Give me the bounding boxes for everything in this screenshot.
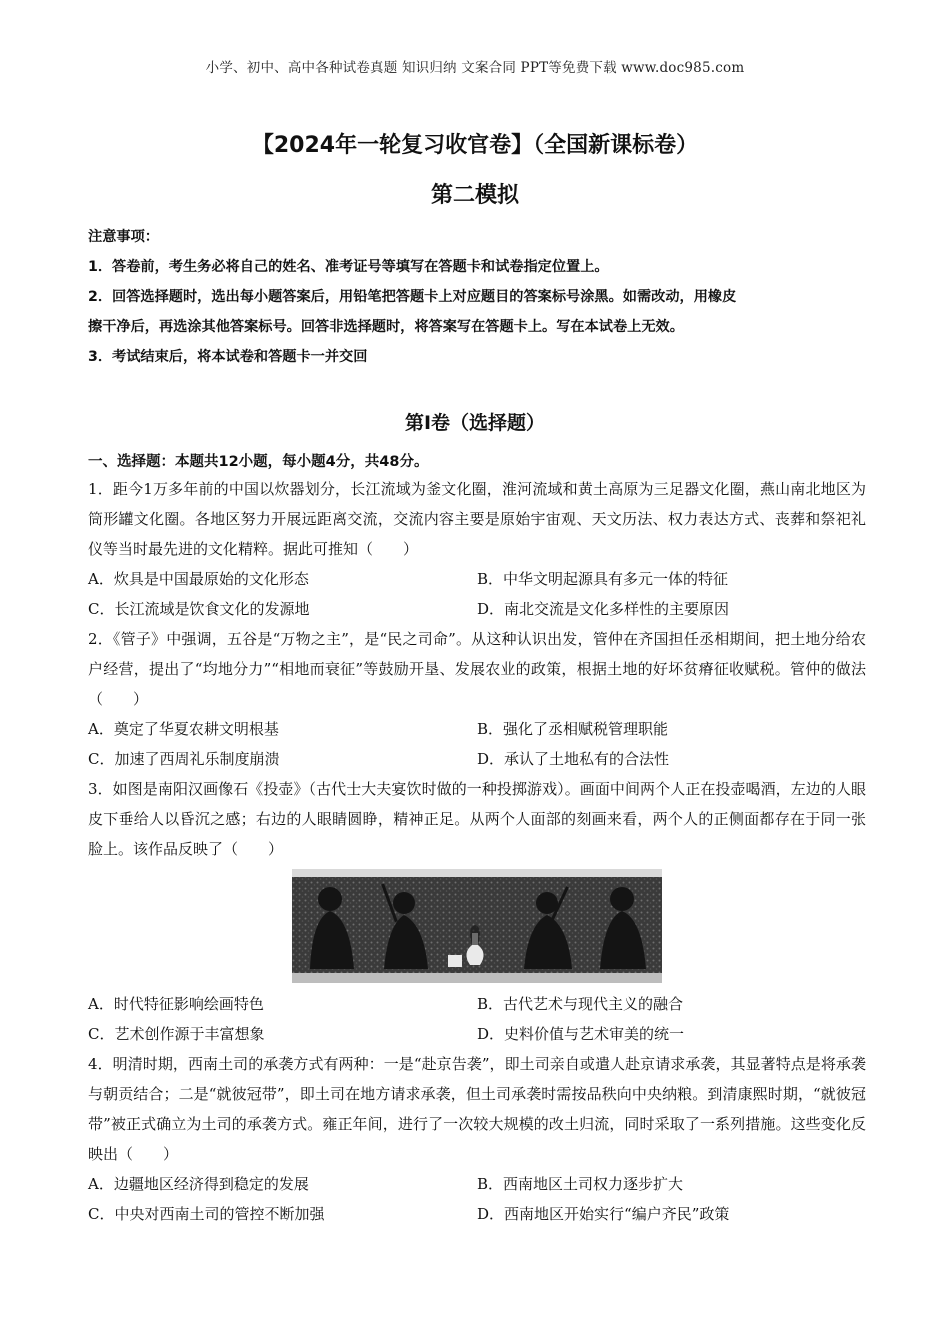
option-a: A．奠定了华夏农耕文明根基 <box>88 720 279 738</box>
note-item: 2．回答选择题时，选出每小题答案后，用铅笔把答题卡上对应题目的答案标号涂黑。如需改动，用橡皮 <box>88 289 737 305</box>
option-b: B．中华文明起源具有多元一体的特征 <box>477 570 729 588</box>
question-stem: 3．如图是南阳汉画像石《投壶》（古代士大夫宴饮时做的一种投掷游戏）。画面中间两个人正在投壶喝酒，左边的人眼皮下垂给人以昏沉之感；右边的人眼睛圆睁，精神正足。从两个人面部的刻画来看，两个人的正侧面都存在于同一张脸上。该作品反映了（ ） <box>88 780 866 858</box>
section-instruction: 一、选择题：本题共12小题，每小题4分，共48分。 <box>88 454 429 470</box>
option-a: A．边疆地区经济得到稳定的发展 <box>88 1175 309 1193</box>
option-d: D．西南地区开始实行“编户齐民”政策 <box>477 1205 730 1223</box>
note-item: 1．答卷前，考生务必将自己的姓名、准考证号等填写在答题卡和试卷指定位置上。 <box>88 259 609 275</box>
question-stem: 2．《管子》中强调，五谷是“万物之主”，是“民之司命”。从这种认识出发，管仲在齐国担任丞相期间，把土地分给农户经营，提出了“均地分力”“相地而衰征”等鼓励开垦、发展农业的政策，根据土地的好坏贫瘠征收赋税。管仲的做法（ ） <box>88 630 866 708</box>
exam-subtitle: 第二模拟 <box>430 183 519 208</box>
notes-block <box>88 222 868 372</box>
option-b: B．强化了丞相赋税管理职能 <box>477 720 669 738</box>
option-d: D．承认了土地私有的合法性 <box>477 750 670 768</box>
stone-relief-image <box>292 869 662 983</box>
section-title: 第I卷（选择题） <box>404 412 546 434</box>
options-grid <box>88 1169 866 1229</box>
question-stem: 1．距今1万多年前的中国以炊器划分，长江流域为釜文化圈，淮河流域和黄土高原为三足器文化圈，燕山南北地区为筒形罐文化圈。各地区努力开展远距离交流，交流内容主要是原始宇宙观、天文历法、权力表达方式、丧葬和祭祀礼仪等当时最先进的文化精粹。据此可推知（ ） <box>88 480 866 558</box>
options-grid <box>88 989 866 1049</box>
option-c: C．加速了西周礼乐制度崩溃 <box>88 750 280 768</box>
page-header: 小学、初中、高中各种试卷真题 知识归纳 文案合同 PPT等免费下载 www.doc985.com <box>205 60 745 76</box>
questions-list <box>88 474 866 1229</box>
option-d: D．南北交流是文化多样性的主要原因 <box>477 600 730 618</box>
options-grid <box>88 714 866 774</box>
exam-title: 【2024年一轮复习收官卷】（全国新课标卷） <box>251 133 699 158</box>
notes-heading: 注意事项： <box>88 229 159 245</box>
option-c: C．中央对西南土司的管控不断加强 <box>88 1205 325 1223</box>
note-item: 3．考试结束后，将本试卷和答题卡一并交回 <box>88 349 368 365</box>
option-a: A．炊具是中国最原始的文化形态 <box>88 570 309 588</box>
option-c: C．艺术创作源于丰富想象 <box>88 1025 265 1043</box>
option-a: A．时代特征影响绘画特色 <box>88 995 264 1013</box>
option-d: D．史料价值与艺术审美的统一 <box>477 1025 685 1043</box>
option-b: B．西南地区土司权力逐步扩大 <box>477 1175 684 1193</box>
option-b: B．古代艺术与现代主义的融合 <box>477 995 684 1013</box>
option-c: C．长江流域是饮食文化的发源地 <box>88 600 310 618</box>
relief-illustration <box>292 869 662 983</box>
options-grid <box>88 564 866 624</box>
question-stem: 4．明清时期，西南土司的承袭方式有两种：一是“赴京告袭”，即土司亲自或遣人赴京请求承袭，其显著特点是将承袭与朝贡结合；二是“就彼冠带”，即土司在地方请求承袭，但土司承袭时需按品秩向中央纳粮。到清康熙时期，“就彼冠带”被正式确立为土司的承袭方式。雍正年间，进行了一次较大规模的改土归流，同时采取了一系列措施。这些变化反映出（ ） <box>88 1055 866 1163</box>
note-item: 擦干净后，再选涂其他答案标号。回答非选择题时，将答案写在答题卡上。写在本试卷上无效。 <box>88 319 684 335</box>
